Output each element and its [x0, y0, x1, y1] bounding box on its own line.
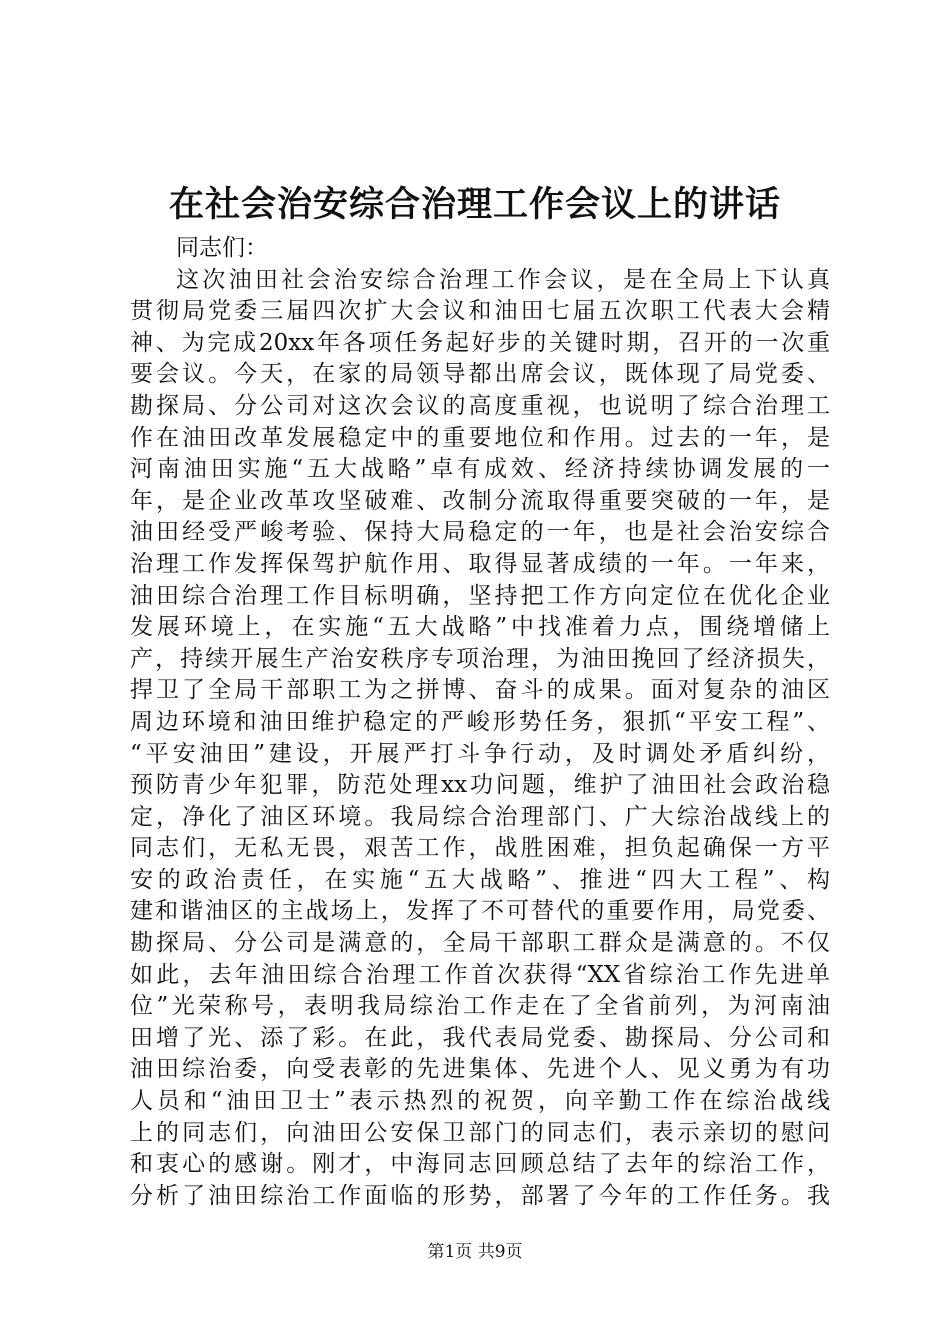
- paragraph-line: 治理工作发挥保驾护航作用、取得显著成绩的一年。一年来，: [130, 550, 830, 577]
- paragraph-line: 神、为完成20xx年各项任务起好步的关键时期，召开的一次重: [130, 329, 830, 356]
- paragraph-line: 要会议。今天，在家的局领导都出席会议，既体现了局党委、: [130, 361, 830, 388]
- paragraph-line: “平安油田”建设，开展严打斗争行动，及时调处矛盾纠纷，: [130, 740, 830, 767]
- paragraph-line: 定，净化了油区环境。我局综合治理部门、广大综治战线上的: [130, 803, 830, 830]
- salutation: 同志们：: [176, 235, 268, 261]
- paragraph-line: 预防青少年犯罪，防范处理xx功问题，维护了油田社会政治稳: [130, 772, 830, 799]
- page-footer: [0, 1240, 950, 1264]
- paragraph-line: 位”光荣称号，表明我局综治工作走在了全省前列，为河南油: [130, 993, 830, 1020]
- paragraph-line: 年，是企业改革攻坚破难、改制分流取得重要突破的一年，是: [130, 487, 830, 514]
- paragraph-line: 周边环境和油田维护稳定的严峻形势任务，狠抓“平安工程”、: [130, 708, 830, 735]
- document-title: 在社会治安综合治理工作会议上的讲话: [168, 184, 781, 225]
- paragraph-line: 和衷心的感谢。刚才，中海同志回顾总结了去年的综治工作，: [130, 1151, 830, 1178]
- paragraph-line: 如此，去年油田综合治理工作首次获得“XX省综治工作先进单: [130, 961, 830, 988]
- paragraph-line: 发展环境上，在实施“五大战略”中找准着力点，围绕增储上: [130, 614, 830, 641]
- paragraph-line: 产，持续开展生产治安秩序专项治理，为油田挽回了经济损失，: [130, 645, 830, 672]
- document-body: [130, 233, 830, 1212]
- page-indicator: 第1页 共9页: [427, 1242, 523, 1262]
- paragraph-line: 同志们，无私无畏，艰苦工作，战胜困难，担负起确保一方平: [130, 835, 830, 862]
- paragraph-line: 勘探局、分公司对这次会议的高度重视，也说明了综合治理工: [130, 392, 830, 419]
- paragraph-line: 作在油田改革发展稳定中的重要地位和作用。过去的一年，是: [130, 424, 830, 451]
- paragraph-line: 建和谐油区的主战场上，发挥了不可替代的重要作用，局党委、: [130, 898, 830, 925]
- paragraph-line: 油田综合治理工作目标明确，坚持把工作方向定位在优化企业: [130, 582, 830, 609]
- paragraph-line: 人员和“油田卫士”表示热烈的祝贺，向辛勤工作在综治战线: [130, 1088, 830, 1115]
- paragraph-line: 分析了油田综治工作面临的形势，部署了今年的工作任务。我: [130, 1182, 830, 1209]
- paragraph-line: 上的同志们，向油田公安保卫部门的同志们，表示亲切的慰问: [130, 1119, 830, 1146]
- paragraph-line: 油田经受严峻考验、保持大局稳定的一年，也是社会治安综合: [130, 519, 830, 546]
- paragraph-line: 捍卫了全局干部职工为之拼博、奋斗的成果。面对复杂的油区: [130, 677, 830, 704]
- paragraph-line: 安的政治责任，在实施“五大战略”、推进“四大工程”、构: [130, 866, 830, 893]
- paragraph-line: 油田综治委，向受表彰的先进集体、先进个人、见义勇为有功: [130, 1056, 830, 1083]
- paragraph-line: 这次油田社会治安综合治理工作会议，是在全局上下认真: [176, 266, 830, 293]
- paragraph-line: 贯彻局党委三届四次扩大会议和油田七届五次职工代表大会精: [130, 298, 830, 325]
- paragraph-line: 田增了光、添了彩。在此，我代表局党委、勘探局、分公司和: [130, 1024, 830, 1051]
- paragraph-line: 勘探局、分公司是满意的，全局干部职工群众是满意的。不仅: [130, 930, 830, 957]
- paragraph-line: 河南油田实施“五大战略”卓有成效、经济持续协调发展的一: [130, 456, 830, 483]
